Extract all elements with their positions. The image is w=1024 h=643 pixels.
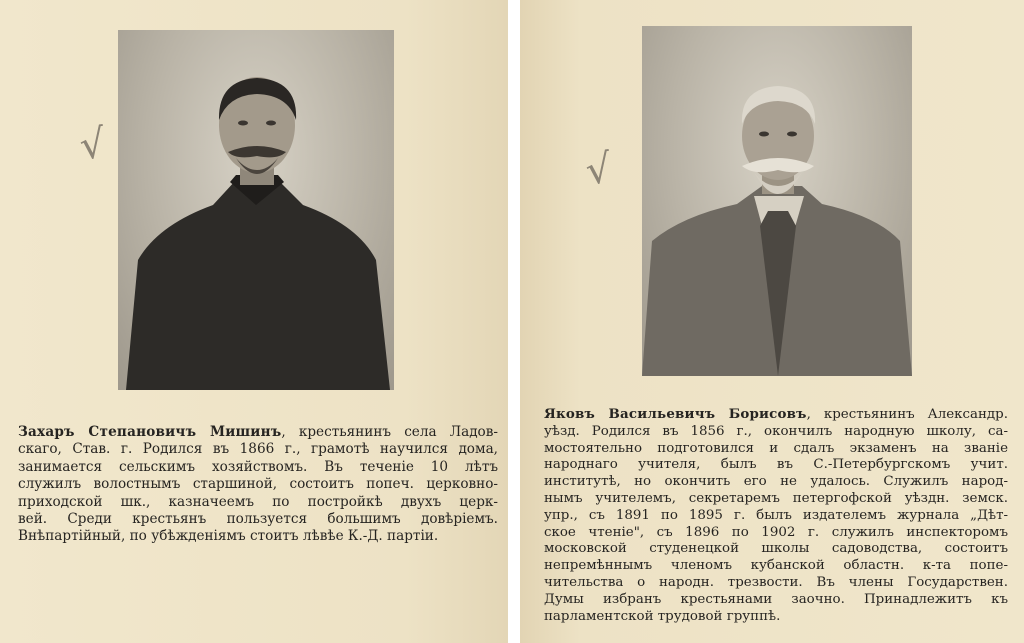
pencil-check-mark-left: √ [76,120,109,170]
biography-line: институтѣ, но окончить его не удалось. Служилъ народ- [544,474,1008,490]
biography-line: московской студенецкой школы садоводства, состоитъ [544,541,1008,557]
biography-line: упр., съ 1891 по 1895 г. былъ издателемъ журнала „Дѣт- [544,507,1008,523]
biography-right [544,406,1008,625]
biography-line: Захаръ Степановичъ Мишинъ, крестьянинъ села Ладов- [18,424,498,440]
portrait-photo-right [642,26,912,376]
left-page [0,0,508,643]
biography-line: чительства о народн. трезвости. Въ члены Государствен. [544,574,1008,590]
right-page [520,0,1024,643]
biography-line: парламентской трудовой группѣ. [544,608,781,624]
book-gutter [508,0,520,643]
biography-line: ское чтеніе", съ 1896 по 1902 г. служилъ инспекторомъ [544,524,1008,540]
biography-line: мостоятельно подготовился и сдалъ экзаменъ на званіе [544,440,1008,456]
biography-line: служилъ волостнымъ старшиной, состоитъ попеч. церковно- [18,476,498,493]
biography-line: народнаго учителя, былъ въ С.-Петербургскомъ учит. [544,457,1008,473]
biography-line: приходской шк., казначеемъ по постройкѣ двухъ церк- [18,493,498,510]
biography-line: уѣзд. Родился въ 1856 г., окончилъ народную школу, са- [544,423,1008,439]
person-name: Яковъ Васильевичъ Борисовъ [544,406,807,422]
biography-line: Думы избранъ крестьянами заочно. Принадлежитъ къ [544,591,1008,607]
biography-line: занимается сельскимъ хозяйствомъ. Въ теченіе 10 лѣтъ [18,458,498,475]
biography-line: скаго, Став. г. Родился въ 1866 г., грамотѣ научился дома, [18,441,498,458]
biography-line: вей. Среди крестьянъ пользуется большимъ довѣріемъ. [18,511,498,528]
biography-line: Яковъ Васильевичъ Борисовъ, крестьянинъ Александр. [544,406,1008,422]
biography-line: Внѣпартійный, по убѣжденіямъ стоитъ лѣвѣе К.-Д. партіи. [18,528,439,545]
pencil-check-mark-right: √ [582,145,615,195]
biography-line: непремѣннымъ членомъ кубанской областн. к-та попе- [544,558,1008,574]
person-name: Захаръ Степановичъ Мишинъ [18,424,282,440]
portrait-photo-left [118,30,394,390]
biography-line: нымъ учителемъ, секретаремъ петергофской уѣздн. земск. [544,490,1008,506]
biography-left [18,424,498,546]
